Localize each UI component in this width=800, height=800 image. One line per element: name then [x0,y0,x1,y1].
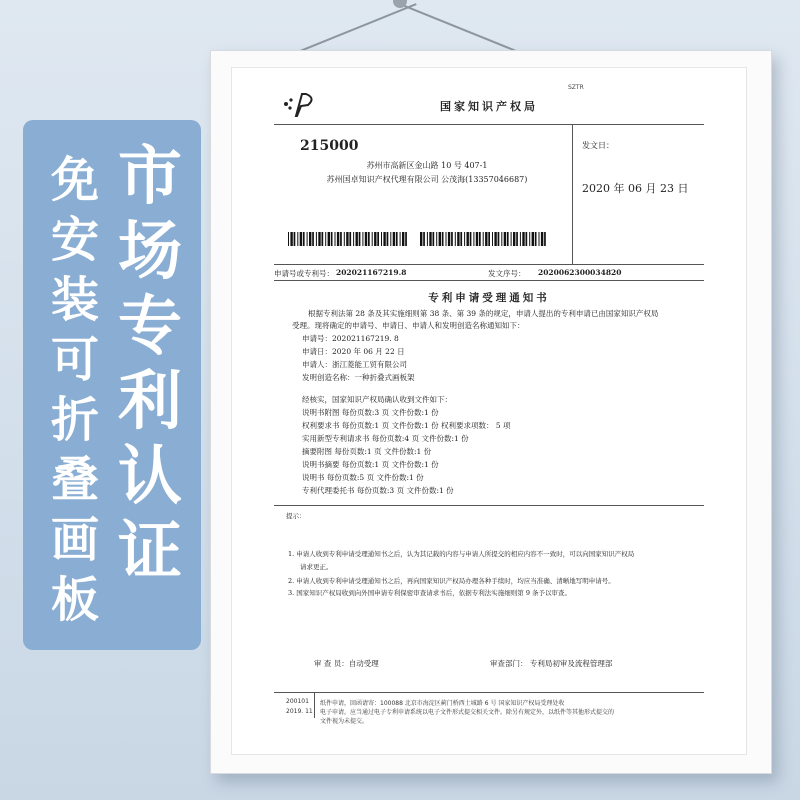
barcode-right [420,232,546,246]
address-line: 苏州市高新区金山路 10 号 407-1 [366,161,488,170]
note-line: 请求更正。 [300,563,333,571]
address-line: 苏州国卓知识产权代理有限公司 公茂海(13357046687) [326,175,528,184]
divider [274,692,704,693]
note-line: 2. 申请人收到专利申请受理通知书之后，再向国家知识产权局办理各种手续时，均应当准确、清晰地写明申请号。 [288,577,615,585]
field-application-date: 申请日：2020 年 06 月 22 日 [302,347,405,356]
banner-right-text [110,140,190,590]
banner-char: 安 [50,212,99,268]
field-applicant: 申请人：浙江菱能工贸有限公司 [302,360,407,369]
banner-char: 可 [50,332,99,388]
note-line: 1. 申请人收到专利申请受理通知书之后，认为其记载的内容与申请人所提交的相应内容不一致时，可以向国家知识产权局 [288,550,635,558]
divider [274,264,704,265]
notice-title: 专利申请受理通知书 [428,292,550,304]
field-invention-name: 发明创造名称：一种折叠式画板架 [302,373,415,382]
file-item: 说明书附图 每份页数:3 页 文件份数:1 份 [302,408,439,417]
footer-line: 电子申请，应当通过电子专利申请系统以电子文件形式提交相关文件。除另有规定外，以纸件等其他形式提交的 [320,709,615,716]
footer-line: 纸件申请，回函请寄：100088 北京市海淀区蓟门桥西土城路 6 号 国家知识产权局受理处收 [320,700,565,707]
banner-char: 免 [50,152,99,208]
examiner: 审 查 员：自动受理 [314,659,379,668]
banner-left-text [45,150,105,630]
banner-char: 叠 [50,452,99,508]
bureau-name: 国家知识产权局 [440,100,538,113]
divider [274,505,704,506]
banner-char: 场 [118,215,182,289]
postcode: 215000 [300,138,359,154]
file-item: 权利要求书 每份页数:1 页 文件份数:1 份 权利要求项数： 5 项 [302,421,511,430]
divider [314,692,315,718]
form-code: 200101 [286,698,309,705]
divider [274,124,704,125]
sent-date-label: 发文日： [582,141,614,150]
banner-char: 装 [50,272,99,328]
intro-line: 受理。现将确定的申请号、申请日、申请人和发明创造名称通知如下： [292,321,525,330]
serial-number: 2020062300034820 [538,268,622,277]
file-item: 说明书摘要 每份页数:1 页 文件份数:1 份 [302,460,439,469]
file-item: 摘要附图 每份页数:1 页 文件份数:1 份 [302,447,432,456]
banner-char: 利 [118,365,182,439]
form-version: 2019. 11 [286,708,313,715]
files-intro: 经核实，国家知识产权局确认收到文件如下： [302,395,452,404]
banner-char: 折 [50,392,99,448]
file-item: 说明书 每份页数:5 页 文件份数:1 份 [302,473,424,482]
divider [274,280,704,281]
department: 审查部门： 专利局初审及流程管理部 [490,659,613,668]
hanging-string-right [399,3,516,52]
notes-label: 提示： [286,512,306,520]
doc-code: SZTR [568,84,584,91]
application-number-label: 申请号或专利号： [274,269,334,278]
banner-char: 证 [118,515,182,589]
banner-char: 认 [118,440,182,514]
barcode-left [288,232,408,246]
banner-char: 专 [118,290,182,364]
intro-line: 根据专利法第 28 条及其实施细则第 38 条、第 39 条的规定，申请人提出的专利申请已由国家知识产权局 [308,309,659,318]
application-number: 202021167219.8 [336,268,407,277]
divider [572,124,573,264]
serial-label: 发文序号： [488,269,526,278]
banner-char: 市 [118,140,182,214]
field-application-number: 申请号：202021167219. 8 [302,334,399,343]
file-item: 实用新型专利请求书 每份页数:4 页 文件份数:1 份 [302,434,469,443]
hanging-string-left [300,3,417,52]
file-item: 专利代理委托书 每份页数:3 页 文件份数:1 份 [302,486,454,495]
note-line: 3. 国家知识产权局收到向外国申请专利保密审查请求书后，依据专利法实施细则第 9 条予以审查。 [288,589,572,597]
sent-date: 2020 年 06 月 23 日 [582,182,689,195]
patent-notice-document [231,67,747,755]
banner-char: 板 [50,572,99,628]
footer-line: 文件视为未提交。 [320,718,369,725]
banner-char: 画 [50,512,99,568]
